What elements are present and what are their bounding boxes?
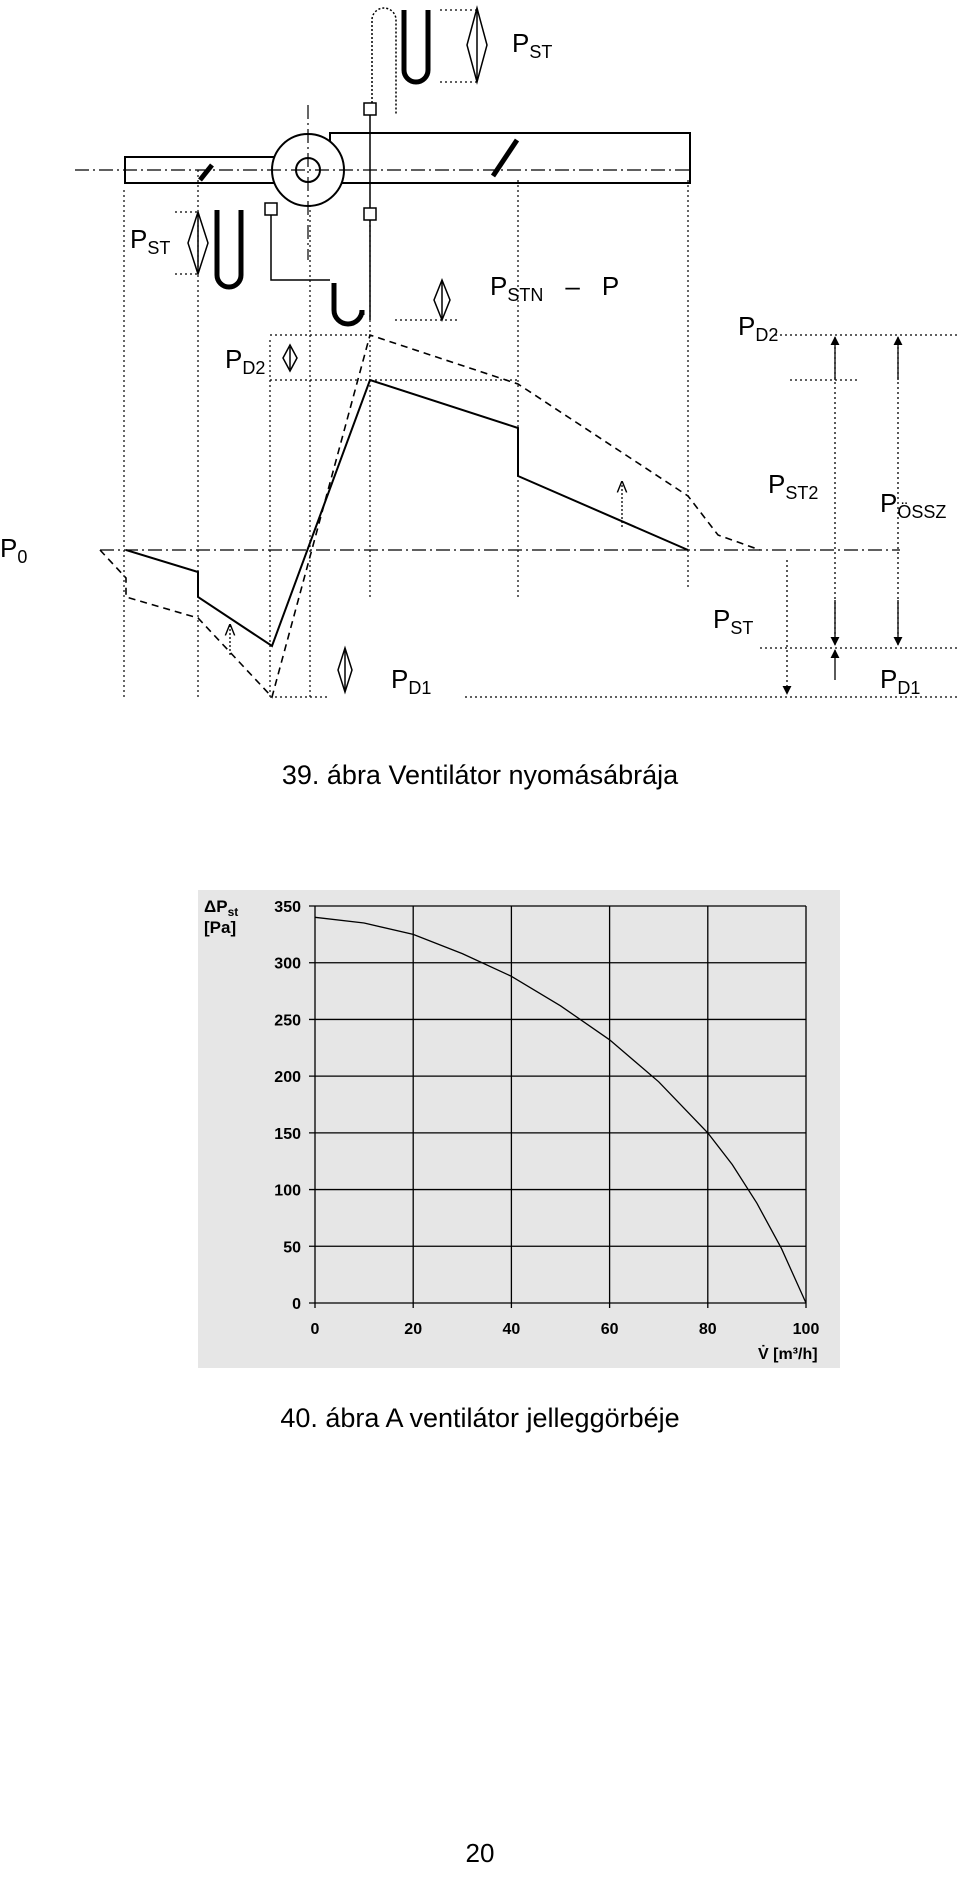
x-tick-label-100: 100 (792, 1321, 820, 1338)
label-pst-left: $P_{ST}$ (130, 224, 171, 258)
pressure-diagram (0, 0, 960, 720)
label-pst2: $P_{ST2}$ (768, 469, 819, 503)
static-pressure-line (126, 380, 688, 646)
chart-x-label: V̇ [m³/h] (758, 1346, 818, 1363)
label-pd1-left: $P_{D1}$ (391, 664, 432, 698)
y-tick-label-350: 350 (274, 899, 301, 916)
reference-lines (175, 10, 960, 697)
x-tick-label-40: 40 (502, 1321, 521, 1338)
label-pst-top: $P_{ST}$ (512, 28, 553, 62)
x-tick-label-0: 0 (310, 1321, 320, 1338)
diagram-labels (0, 28, 946, 698)
total-pressure-line (100, 335, 760, 697)
projection-lines (124, 170, 688, 700)
y-tick-label-250: 250 (274, 1012, 301, 1030)
label-possz: $P_{ÖSSZ}$ (880, 488, 947, 522)
label-p0: $P_0$ (0, 533, 28, 567)
x-tick-label-80: 80 (698, 1321, 717, 1338)
label-pst-mid: $P_{ST}$ (713, 604, 754, 638)
y-tick-label-0: 0 (292, 1296, 301, 1313)
label-pstn: $P_{STN}$ – P (490, 271, 620, 305)
y-tick-label-150: 150 (274, 1125, 301, 1143)
page-number: 20 (465, 1838, 495, 1868)
figure-40-caption: 40. ábra A ventilátor jelleggörbéje (280, 1403, 680, 1433)
x-tick-label-20: 20 (404, 1321, 423, 1338)
y-tick-label-300: 300 (274, 955, 301, 973)
label-pd2-right: $P_{D2}$ (738, 311, 779, 345)
x-tick-label-60: 60 (600, 1321, 619, 1338)
label-pd2-left: $P_{D2}$ (225, 344, 266, 378)
y-tick-label-50: 50 (283, 1239, 301, 1257)
chart-y-unit: [Pa] (204, 918, 237, 937)
y-tick-label-100: 100 (274, 1182, 301, 1200)
fan-curve-chart (198, 890, 840, 1368)
chart-y-label: $\Delta P_{st}$ (204, 897, 239, 919)
label-pd1-right: $P_{D1}$ (880, 664, 921, 698)
y-tick-label-200: 200 (274, 1069, 301, 1087)
gain-arrows (230, 482, 622, 655)
figure-39-caption: 39. ábra Ventilátor nyomásábrája (281, 760, 679, 790)
